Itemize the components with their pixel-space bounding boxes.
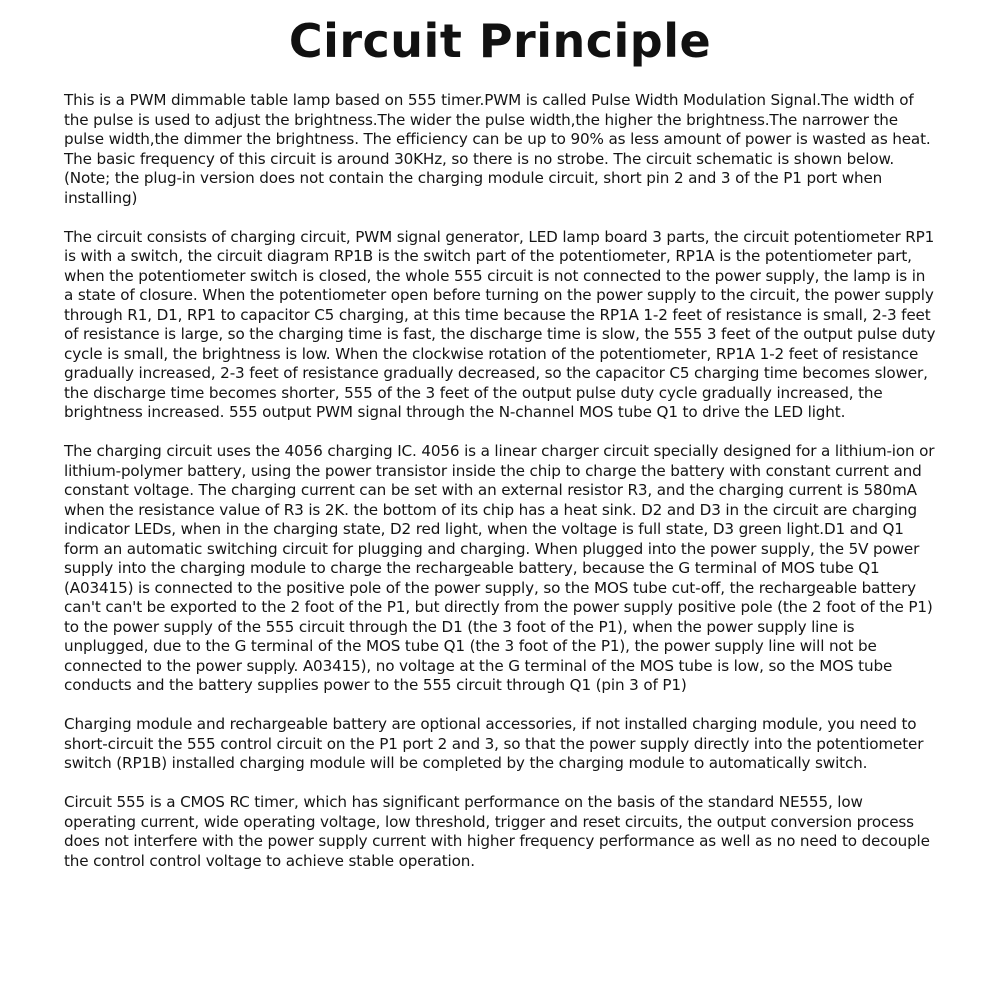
paragraph-circuit-composition: The circuit consists of charging circuit, PWM signal generator, LED lamp board 3 parts, the circuit potentiometer RP1 is with a switch, the circuit diagram RP1B is the switch part of the potentiometer, RP1A is the potentiometer part, when the potentiometer switch is closed, the whole 555 circuit is not connected to the power supply, the lamp is in a state of closure. When the potentiometer open before turning on the power supply to the circuit, the power supply through R1, D1, RP1 to capacitor C5 charging, at this time because the RP1A 1-2 feet of resistance is small, 2-3 feet of resistance is large, so the charging time is fast, the discharge time is slow, the 555 3 feet of the output pulse duty cycle is small, the brightness is low. When the clockwise rotation of the potentiometer, RP1A 1-2 feet of resistance gradually increased, 2-3 feet of resistance gradually decreased, so the capacitor C5 charging time becomes slower, the discharge time becomes shorter, 555 of the 3 feet of the output pulse duty cycle gradually increased, the brightness increased. 555 output PWM signal through the N-channel MOS tube Q1 to drive the LED light. [64,227,936,421]
page-title: Circuit Principle [288,14,712,68]
paragraph-charging-circuit: The charging circuit uses the 4056 charging IC. 4056 is a linear charger circuit specially designed for a lithium-ion or lithium-polymer battery, using the power transistor inside the chip to charge the battery with constant current and constant voltage. The charging current can be set with an external resistor R3, and the charging current is 580mA when the resistance value of R3 is 2K. the bottom of its chip has a heat sink. D2 and D3 in the circuit are charging indicator LEDs, when in the charging state, D2 red light, when the voltage is full state, D3 green light.D1 and Q1 form an automatic switching circuit for plugging and charging. When plugged into the power supply, the 5V power supply into the charging module to charge the rechargeable battery, because the G terminal of MOS tube Q1 (A03415) is connected to the positive pole of the power supply, so the MOS tube cut-off, the rechargeable battery can't can't be exported to the 2 foot of the P1, but directly from the power supply positive pole (the 2 foot of the P1) to the power supply of the 555 circuit through the D1 (the 3 foot of the P1), when the power supply line is unplugged, due to the G terminal of the MOS tube Q1 (the 3 foot of the P1), the power supply line will not be connected to the power supply. A03415), no voltage at the G terminal of the MOS tube is low, so the MOS tube conducts and the battery supplies power to the 555 circuit through Q1 (pin 3 of P1) [64,442,935,694]
paragraph-optional-accessories: Charging module and rechargeable battery are optional accessories, if not installed charging module, you need to short-circuit the 555 control circuit on the P1 port 2 and 3, so that the power supply directly into the potentiometer switch (RP1B) installed charging module will be completed by the charging module to automatically switch. [64,715,924,772]
paragraph-555-timer: Circuit 555 is a CMOS RC timer, which has significant performance on the basis of the standard NE555, low operating current, wide operating voltage, low threshold, trigger and reset circuits, the output conversion process does not interfere with the power supply current with higher frequency performance as well as no need to decouple the control control voltage to achieve stable operation. [64,793,930,870]
document-body [64,91,938,891]
paragraph-pwm-overview: This is a PWM dimmable table lamp based on 555 timer.PWM is called Pulse Width Modulation Signal.The width of the pulse is used to adjust the brightness.The wider the pulse width,the higher the brightness.The narrower the pulse width,the dimmer the brightness. The efficiency can be up to 90% as less amount of power is wasted as heat. The basic frequency of this circuit is around 30KHz, so there is no strobe. The circuit schematic is shown below. (Note; the plug-in version does not contain the charging module circuit, short pin 2 and 3 of the P1 port when installing) [64,91,931,207]
